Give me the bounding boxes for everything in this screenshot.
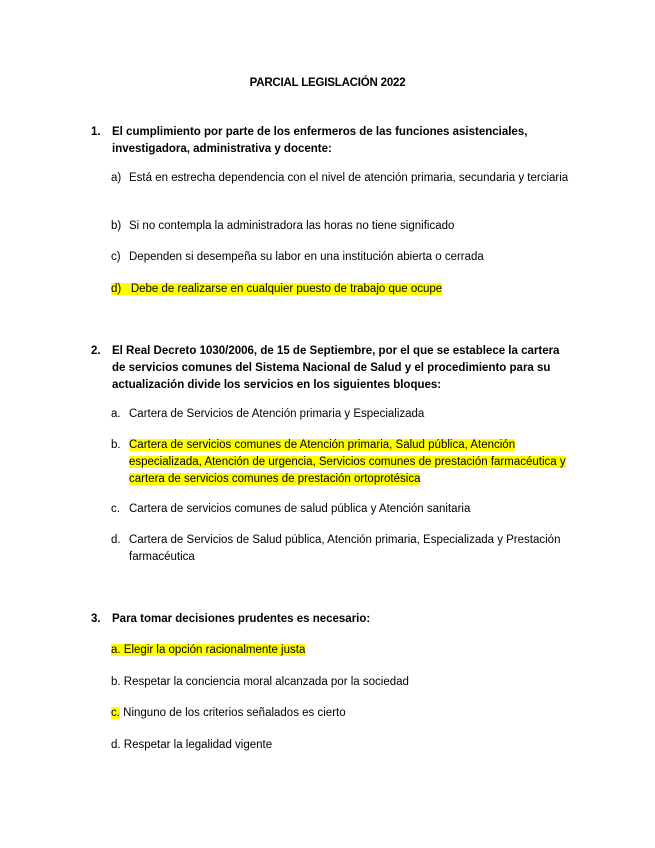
option-text: Ninguno de los criterios señalados es cierto [123, 707, 346, 719]
question-3-option-c [111, 705, 346, 722]
option-text: Dependen si desempeña su labor en una institución abierta o cerrada [129, 251, 484, 263]
option-label: a) [111, 172, 122, 184]
option-label: a. [111, 644, 121, 656]
option-label: b) [111, 220, 122, 232]
option-label: d) [111, 283, 122, 295]
option-text: Debe de realizarse en cualquier puesto de trabajo que ocupe [130, 283, 443, 295]
option-text: Está en estrecha dependencia con el nivel de atención primaria, secundaria y terciaria [129, 172, 569, 184]
option-text: Cartera de servicios comunes de salud pública y Atención sanitaria [129, 503, 471, 515]
question-3-option-b [111, 674, 409, 691]
question-2-number: 2. [91, 345, 101, 357]
question-1-option-d [111, 281, 442, 298]
option-text: Respetar la legalidad vigente [123, 739, 273, 751]
option-label: c. [111, 503, 120, 515]
highlighted-answer [111, 283, 442, 295]
option-text: Respetar la conciencia moral alcanzada por la sociedad [123, 676, 409, 688]
option-label: c. [111, 707, 120, 719]
option-text: Elegir la opción racionalmente justa [123, 644, 306, 656]
option-text: Cartera de Servicios de Atención primaria y Especializada [129, 408, 425, 420]
highlighted-answer: Cartera de servicios comunes de Atención primaria, Salud pública, Atención especializada, Atención de urgencia, Servicios comunes de prestación farmacéutica y cartera de servicios comunes de prestación ortoprotésica [129, 439, 566, 485]
question-3-text: Para tomar decisiones prudentes es necesario: [112, 613, 371, 625]
option-label: b. [111, 676, 121, 688]
question-3-option-d [111, 737, 272, 754]
question-1-number: 1. [91, 126, 101, 138]
option-text: Si no contempla la administradora las horas no tiene significado [129, 220, 455, 232]
option-label: c) [111, 251, 121, 263]
question-3-number: 3. [91, 613, 101, 625]
option-label: a. [111, 408, 121, 420]
page-title: PARCIAL LEGISLACIÓN 2022 [249, 77, 406, 89]
option-label: d. [111, 534, 121, 546]
question-2-text: El Real Decreto 1030/2006, de 15 de Septiembre, por el que se establece la cartera de servicios comunes del Sistema Nacional de Salud y el procedimiento para su actualización divide los servicios en los siguientes bloques: [112, 345, 560, 391]
option-label: b. [111, 439, 121, 451]
option-text: Cartera de Servicios de Salud pública, Atención primaria, Especializada y Prestación farmacéutica [129, 534, 561, 563]
highlighted-answer [111, 644, 305, 656]
option-label: d. [111, 739, 121, 751]
question-3-option-a [111, 642, 305, 659]
question-1-text: El cumplimiento por parte de los enfermeros de las funciones asistenciales, investigadora, administrativa y docente: [112, 126, 528, 155]
